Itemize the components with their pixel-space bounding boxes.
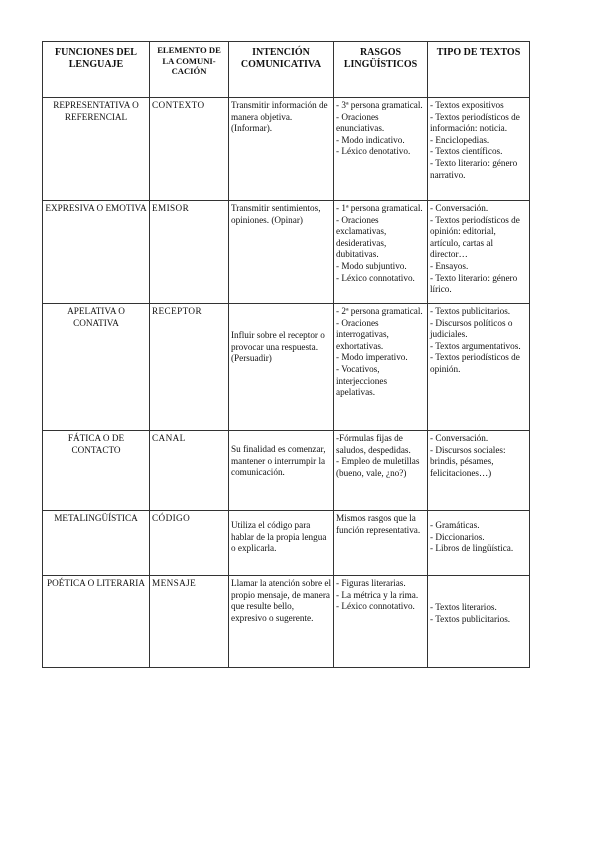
rasgo-item: - Modo indicativo. bbox=[336, 134, 405, 145]
header-funciones: FUNCIONES DEL LENGUAJE bbox=[43, 42, 150, 98]
funcion-cell: POÉTICA O LITERARIA bbox=[43, 576, 150, 668]
rasgo-item: Mismos rasgos que la función representativa. bbox=[336, 513, 421, 535]
rasgo-item: -Fórmulas fijas de saludos, despedidas. bbox=[336, 433, 411, 455]
tipos-cell bbox=[428, 431, 530, 511]
rasgos-cell bbox=[334, 304, 428, 431]
funcion-cell: REPRESENTATIVA O REFERENCIAL bbox=[43, 98, 150, 201]
tipo-item: - Diccionarios. bbox=[430, 531, 485, 542]
table-row bbox=[43, 304, 530, 431]
rasgo-item: - Empleo de muletillas (bueno, vale, ¿no?) bbox=[336, 456, 420, 478]
header-tipo: TIPO DE TEXTOS bbox=[428, 42, 530, 98]
table-row bbox=[43, 98, 530, 201]
funcion-cell: FÁTICA O DE CONTACTO bbox=[43, 431, 150, 511]
tipo-item: - Textos periodísticos de información: noticia. bbox=[430, 111, 520, 134]
rasgos-cell bbox=[334, 576, 428, 668]
tipo-item: - Discursos políticos o judiciales. bbox=[430, 317, 513, 340]
tipo-item: - Discursos sociales: brindis, pésames, felicitaciones…) bbox=[430, 444, 506, 478]
intencion-cell: Transmitir información de manera objetiva. (Informar). bbox=[229, 98, 334, 201]
rasgo-item: - 3ª persona gramatical. bbox=[336, 100, 423, 110]
elemento-cell: CÓDIGO bbox=[150, 511, 229, 576]
header-elemento: ELEMENTO DE LA COMUNI-CACIÓN bbox=[150, 42, 229, 98]
elemento-cell: MENSAJE bbox=[150, 576, 229, 668]
funcion-cell: EXPRESIVA O EMOTIVA bbox=[43, 201, 150, 304]
table-row bbox=[43, 511, 530, 576]
tipo-item: - Textos periodísticos de opinión: editorial, artículo, cartas al director… bbox=[430, 214, 520, 260]
rasgos-cell bbox=[334, 431, 428, 511]
rasgos-cell bbox=[334, 201, 428, 304]
rasgo-item: - 2ª persona gramatical. bbox=[336, 306, 423, 316]
elemento-cell: CONTEXTO bbox=[150, 98, 229, 201]
tipo-item: - Textos publicitarios. bbox=[430, 306, 511, 316]
funcion-cell: APELATIVA O CONATIVA bbox=[43, 304, 150, 431]
rasgo-item: - 1ª persona gramatical. bbox=[336, 203, 423, 213]
tipo-item: - Textos publicitarios. bbox=[430, 613, 511, 624]
tipos-cell bbox=[428, 511, 530, 576]
tipo-item: - Gramáticas. bbox=[430, 520, 480, 530]
tipo-item: - Texto literario: género lírico. bbox=[430, 272, 518, 295]
rasgo-item: - Figuras literarias. bbox=[336, 578, 406, 588]
tipos-cell bbox=[428, 98, 530, 201]
elemento-cell: RECEPTOR bbox=[150, 304, 229, 431]
intencion-cell: Influir sobre el receptor o provocar una respuesta. (Persuadir) bbox=[229, 304, 334, 431]
intencion-cell: Transmitir sentimientos, opiniones. (Opinar) bbox=[229, 201, 334, 304]
rasgo-item: - Oraciones enunciativas. bbox=[336, 111, 385, 134]
rasgo-item: - Vocativos, interjecciones apelativas. bbox=[336, 363, 388, 398]
rasgos-cell bbox=[334, 511, 428, 576]
tipo-item: - Textos periodísticos de opinión. bbox=[430, 352, 520, 374]
funcion-cell: METALINGÜÍSTICA bbox=[43, 511, 150, 576]
tipo-item: - Conversación. bbox=[430, 433, 489, 443]
rasgo-item: - Modo subjuntivo. bbox=[336, 260, 407, 271]
rasgo-item: - Oraciones interrogativas, exhortativas. bbox=[336, 317, 389, 351]
rasgo-item: - Modo imperativo. bbox=[336, 352, 408, 363]
rasgos-cell bbox=[334, 98, 428, 201]
table-row bbox=[43, 201, 530, 304]
rasgo-item: - Léxico connotativo. bbox=[336, 272, 415, 283]
header-row bbox=[43, 42, 530, 98]
tipos-cell bbox=[428, 201, 530, 304]
tipo-item: - Textos científicos. bbox=[430, 146, 503, 157]
intencion-cell: Su finalidad es comenzar, mantener o interrumpir la comunicación. bbox=[229, 431, 334, 511]
header-rasgos: RASGOS LINGÜÍSTICOS bbox=[334, 42, 428, 98]
tipo-item: - Libros de lingüística. bbox=[430, 543, 514, 554]
tipo-item: - Conversación. bbox=[430, 203, 489, 213]
intencion-cell: Llamar la atención sobre el propio mensaje, de manera que resulte bello, expresivo o sugerente. bbox=[229, 576, 334, 668]
rasgo-item: - Léxico connotativo. bbox=[336, 601, 415, 612]
rasgo-item: - Léxico denotativo. bbox=[336, 146, 411, 157]
table-row bbox=[43, 576, 530, 668]
elemento-cell: EMISOR bbox=[150, 201, 229, 304]
tipo-item: - Enciclopedias. bbox=[430, 134, 490, 145]
tipos-cell bbox=[428, 304, 530, 431]
tipos-cell bbox=[428, 576, 530, 668]
rasgo-item: - La métrica y la rima. bbox=[336, 589, 419, 600]
table-row bbox=[43, 431, 530, 511]
tipo-item: - Texto literario: género narrativo. bbox=[430, 157, 518, 180]
elemento-cell: CANAL bbox=[150, 431, 229, 511]
tipo-item: - Textos literarios. bbox=[430, 602, 497, 612]
tipo-item: - Textos expositivos bbox=[430, 100, 504, 110]
functions-table bbox=[42, 41, 530, 668]
rasgo-item: - Oraciones exclamativas, desiderativas, dubitativas. bbox=[336, 214, 387, 260]
tipo-item: - Ensayos. bbox=[430, 260, 469, 271]
header-intencion: INTENCIÓN COMUNICATIVA bbox=[229, 42, 334, 98]
intencion-cell: Utiliza el código para hablar de la propia lengua o explicarla. bbox=[229, 511, 334, 576]
tipo-item: - Textos argumentativos. bbox=[430, 340, 521, 351]
